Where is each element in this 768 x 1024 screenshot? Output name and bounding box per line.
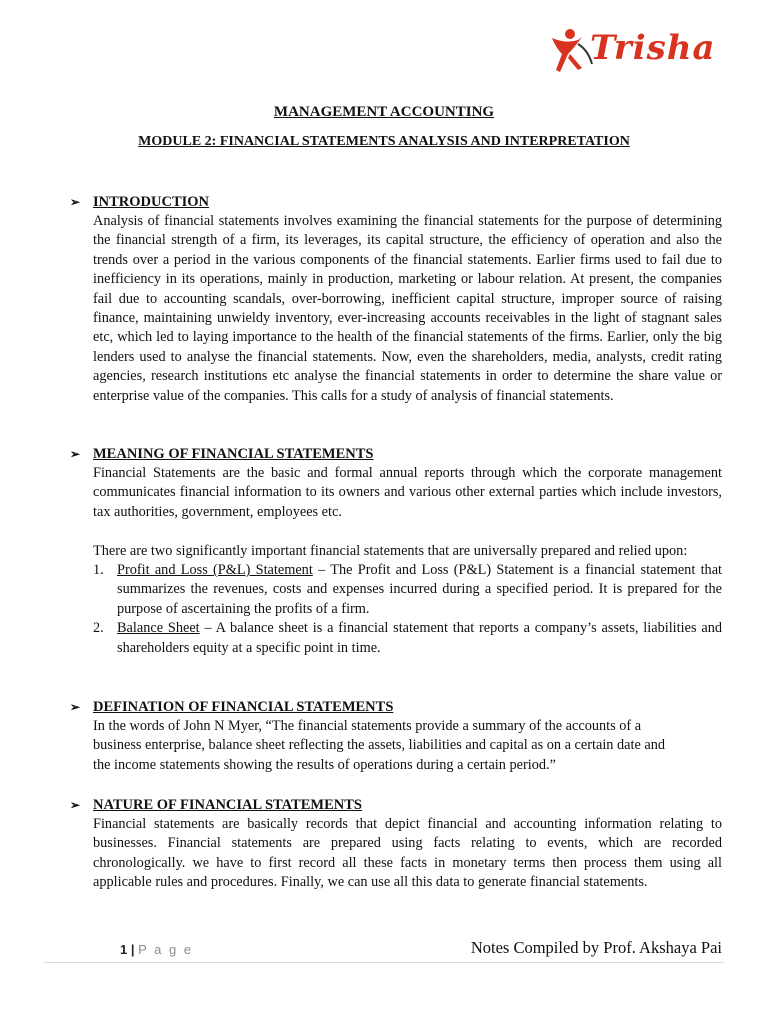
- definition-line: business enterprise, balance sheet reflecting the assets, liabilities and capital as on a certain date and: [93, 737, 666, 754]
- running-figure-logo-icon: [548, 24, 596, 76]
- section-heading: [70, 193, 722, 212]
- arrow-bullet-icon: ➢: [70, 195, 81, 209]
- section-nature: [70, 796, 722, 893]
- list-term: Profit and Loss (P&L) Statement: [117, 562, 313, 579]
- section-meaning: [70, 445, 722, 658]
- section-definition: [70, 698, 722, 775]
- arrow-bullet-icon: ➢: [70, 447, 81, 461]
- module-subtitle: MODULE 2: FINANCIAL STATEMENTS ANALYSIS AND INTERPRETATION: [138, 134, 630, 149]
- definition-text: [93, 717, 722, 775]
- section-heading: [70, 796, 722, 815]
- page-title: MANAGEMENT ACCOUNTING: [273, 104, 495, 120]
- definition-line: In the words of John N Myer, “The financial statements provide a summary of the accounts of a: [93, 718, 642, 734]
- page-number-label: [120, 942, 193, 957]
- section-introduction: [70, 193, 722, 406]
- nature-text: Financial statements are basically records that depict financial and accounting information relating to businesses. Financial statements are prepared using facts relating to events, which are recorded chronologically. we have to first record all these facts in monetary terms then process them using all applicable rules and procedures. Finally, we can use all this data to generate financial statements.: [93, 816, 722, 891]
- nature-heading: NATURE OF FINANCIAL STATEMENTS: [93, 797, 362, 813]
- statement-list: [93, 561, 722, 658]
- section-heading: [70, 698, 722, 717]
- page-footer: [44, 940, 724, 963]
- brand-name: Trisha: [590, 28, 716, 68]
- author-credit: Notes Compiled by Prof. Akshaya Pai: [470, 938, 722, 957]
- introduction-text: Analysis of financial statements involves examining the financial statements for the purpose of determining the financial strength of a firm, its leverages, its capital structure, the efficiency of operation and also the trends over a period in the various components of the financial statements. Earlier firms used to fail due to inefficiency in its operations, mainly in production, marketing or labour relation. At present, the companies fail due to accounting scandals, over-borrowing, inefficient capital structure, improper source of raising finance, maintaining unwieldy inventory, ever-increasing accounts receivables in the light of stagnant sales etc, which led to laying importance to the health of the financial statements of the firms. Earlier, only the big lenders used to analyse the financial statements. Now, even the shareholders, media, analysts, credit rating agencies, research institutions etc analyse the financial statements in order to determine the share value or enterprise value of the companies. This calls for a study of analysis of financial statements.: [93, 213, 722, 404]
- trisha-logo: [548, 24, 743, 76]
- meaning-text-2: There are two significantly important financial statements that are universally prepared and relied upon:: [93, 542, 688, 559]
- list-item: [93, 561, 722, 619]
- definition-heading: DEFINATION OF FINANCIAL STATEMENTS: [93, 699, 394, 715]
- arrow-bullet-icon: ➢: [70, 700, 81, 714]
- page-number: 1: [120, 942, 128, 957]
- meaning-text: Financial Statements are the basic and formal annual reports through which the corporate management communicates financial information to its owners and various other external parties which include investors, tax authorities, government, employees etc.: [93, 465, 722, 520]
- page-word: P a g e: [138, 942, 194, 957]
- arrow-bullet-icon: ➢: [70, 798, 81, 812]
- list-item: [93, 619, 722, 658]
- list-description: – A balance sheet is a financial statement that reports a company’s assets, liabilities and shareholders equity at a specific point in time.: [117, 620, 722, 656]
- list-term: Balance Sheet: [117, 620, 200, 637]
- section-heading: [70, 445, 722, 464]
- list-description: – The Profit and Loss (P&L) Statement is a financial statement that summarizes the revenues, costs and expenses incurred during a specified period. It is prepared for the purpose of ascertaining the profits of a firm.: [117, 562, 723, 617]
- definition-line: the income statements showing the results of operations during a certain period.”: [93, 756, 556, 773]
- list-number: 1.: [93, 562, 104, 579]
- introduction-heading: INTRODUCTION: [93, 194, 210, 210]
- list-number: 2.: [93, 620, 104, 637]
- page-separator: |: [130, 942, 135, 957]
- meaning-heading: MEANING OF FINANCIAL STATEMENTS: [93, 446, 374, 462]
